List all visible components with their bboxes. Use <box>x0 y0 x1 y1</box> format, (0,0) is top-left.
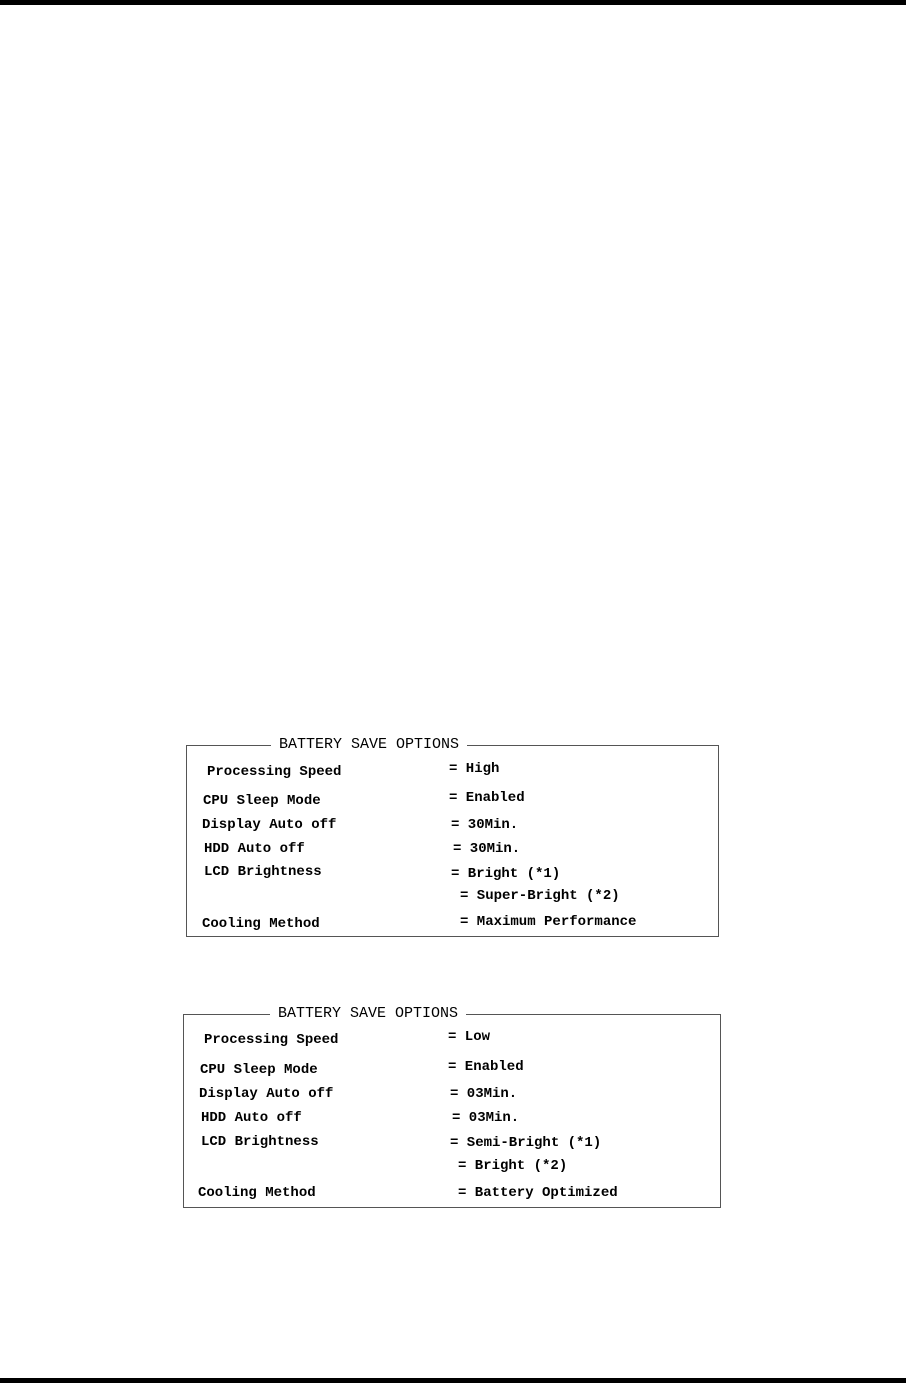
option-value-hdd-auto-off: = 03Min. <box>452 1110 520 1126</box>
option-value-display-auto-off: = 03Min. <box>450 1086 518 1102</box>
option-value-lcd-brightness-2: = Bright (*2) <box>458 1158 568 1174</box>
option-label-lcd-brightness: LCD Brightness <box>201 1134 319 1150</box>
option-value-cpu-sleep-mode: = Enabled <box>448 1059 524 1075</box>
panel-title: BATTERY SAVE OPTIONS <box>271 736 467 754</box>
option-label-hdd-auto-off: HDD Auto off <box>201 1110 302 1126</box>
option-label-lcd-brightness: LCD Brightness <box>204 864 322 880</box>
option-value-hdd-auto-off: = 30Min. <box>453 841 521 857</box>
bottom-rule <box>0 1378 906 1383</box>
option-label-cpu-sleep-mode: CPU Sleep Mode <box>200 1062 318 1078</box>
option-label-hdd-auto-off: HDD Auto off <box>204 841 305 857</box>
option-value-processing-speed: = High <box>449 761 500 777</box>
option-label-display-auto-off: Display Auto off <box>202 817 337 833</box>
option-label-cooling-method: Cooling Method <box>202 916 320 932</box>
battery-save-options-panel-2 <box>183 1005 721 1208</box>
option-label-processing-speed: Processing Speed <box>207 764 342 780</box>
option-value-processing-speed: = Low <box>448 1029 491 1045</box>
option-label-display-auto-off: Display Auto off <box>199 1086 334 1102</box>
option-value-lcd-brightness-1: = Semi-Bright (*1) <box>450 1135 602 1151</box>
top-rule <box>0 0 906 5</box>
option-value-lcd-brightness-1: = Bright (*1) <box>451 866 561 882</box>
option-value-lcd-brightness-2: = Super-Bright (*2) <box>460 888 620 904</box>
panel-title: BATTERY SAVE OPTIONS <box>270 1005 466 1023</box>
option-value-cpu-sleep-mode: = Enabled <box>449 790 525 806</box>
option-label-cpu-sleep-mode: CPU Sleep Mode <box>203 793 321 809</box>
option-label-cooling-method: Cooling Method <box>198 1185 316 1201</box>
battery-save-options-panel-1 <box>186 736 719 937</box>
option-value-display-auto-off: = 30Min. <box>451 817 519 833</box>
option-label-processing-speed: Processing Speed <box>204 1032 339 1048</box>
option-value-cooling-method: = Battery Optimized <box>458 1185 618 1201</box>
option-value-cooling-method: = Maximum Performance <box>460 914 637 930</box>
